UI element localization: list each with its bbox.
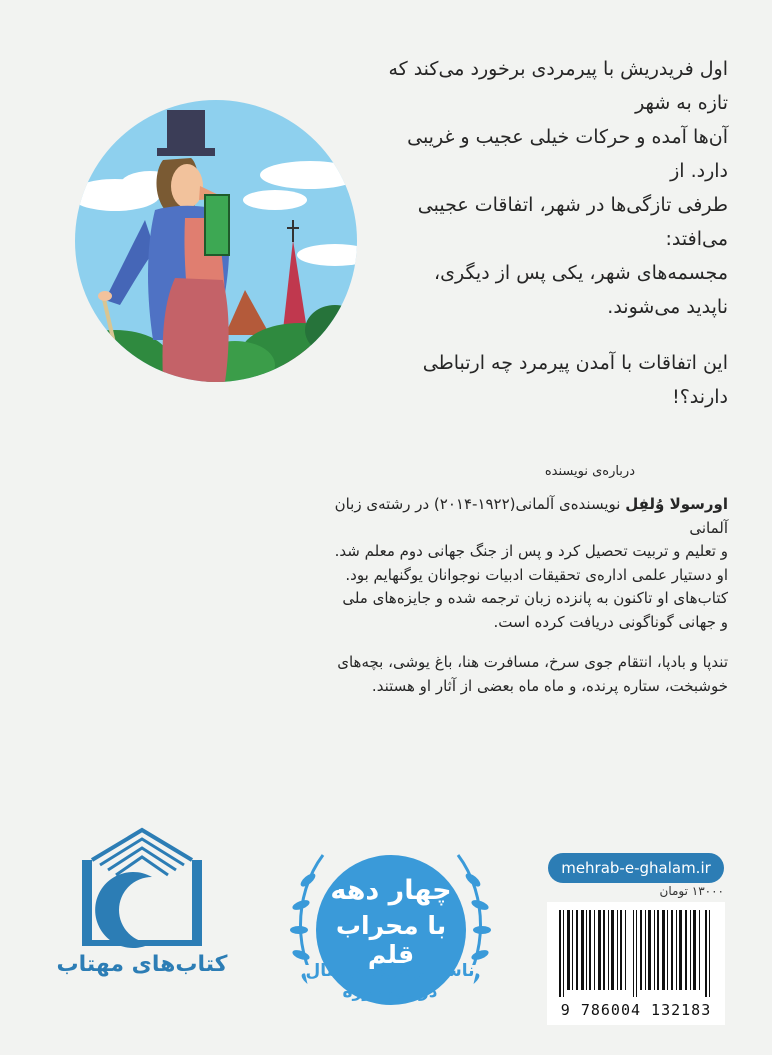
badge-title-line1: چهار دهه [330, 875, 452, 906]
author-bio-line: و تعلیم و تربیت تحصیل کرد و پس از جنگ جهانی دوم معلم شد. [334, 542, 728, 560]
publisher-website-link[interactable]: mehrab-e-ghalam.ir [548, 853, 724, 883]
synopsis-line: ناپدید می‌شوند. [607, 296, 728, 318]
author-bio [305, 493, 728, 634]
synopsis-line: طرفی تازگی‌ها در شهر، اتفاقات عجیبی می‌افتد: [417, 194, 728, 250]
works-line: خوشبخت، ستاره پرنده، و ماه ماه بعضی از آثار او هستند. [371, 676, 728, 695]
author-bio-line: و جهانی گوناگونی دریافت کرده است. [493, 612, 728, 631]
author-bio-text: نویسنده‌ی آلمانی(۱۹۲۲-۲۰۱۴) در رشته‌ی زبان آلمانی [334, 495, 728, 537]
synopsis-question-line: دارند؟! [672, 386, 728, 408]
works-line: تندپا و بادپا، انتقام جوی سرخ، مسافرت هنا، باغ یوشی، بچه‌های [337, 653, 728, 671]
synopsis-line: اول فریدریش با پیرمردی برخورد می‌کند که تازه به شهر [388, 58, 728, 114]
author-works [325, 651, 728, 698]
synopsis-line: مجسمه‌های شهر، یکی پس از دیگری، [433, 262, 728, 284]
badge-subtitle-line1: ناشر برگزیده‌ی سال [305, 961, 475, 981]
publisher-name: کتاب‌های مهتاب [56, 952, 228, 977]
author-bio-line: کتاب‌های او تاکنون به پانزده زبان ترجمه شده و جایزه‌های ملی [342, 589, 728, 607]
about-author-heading: درباره‌ی نویسنده [544, 464, 635, 479]
price-label: ۱۳۰۰۰ تومان [659, 884, 724, 898]
book-synopsis [385, 52, 728, 414]
badge-subtitle-line2: در پنج دوره [342, 982, 438, 1002]
author-name: اورسولا وُلفِل [625, 495, 728, 513]
author-bio-line [305, 493, 728, 540]
cover-illustration [75, 100, 357, 382]
synopsis-question-line: این اتفاقات با آمدن پیرمرد چه ارتباطی [422, 352, 728, 374]
synopsis-line: آن‌ها آمده و حرکات خیلی عجیب و غریبی دارد. از [407, 126, 728, 182]
author-bio-line: او دستیار علمی اداره‌ی تحقیقات ادبیات نوجوانان یوگنهایم بود. [345, 565, 728, 584]
old-man-illustration [75, 100, 357, 382]
barcode-bars [547, 902, 725, 997]
badge-title-line2: با محراب قلم [335, 911, 447, 969]
isbn-number: 9 786004 132183 [560, 1001, 712, 1019]
